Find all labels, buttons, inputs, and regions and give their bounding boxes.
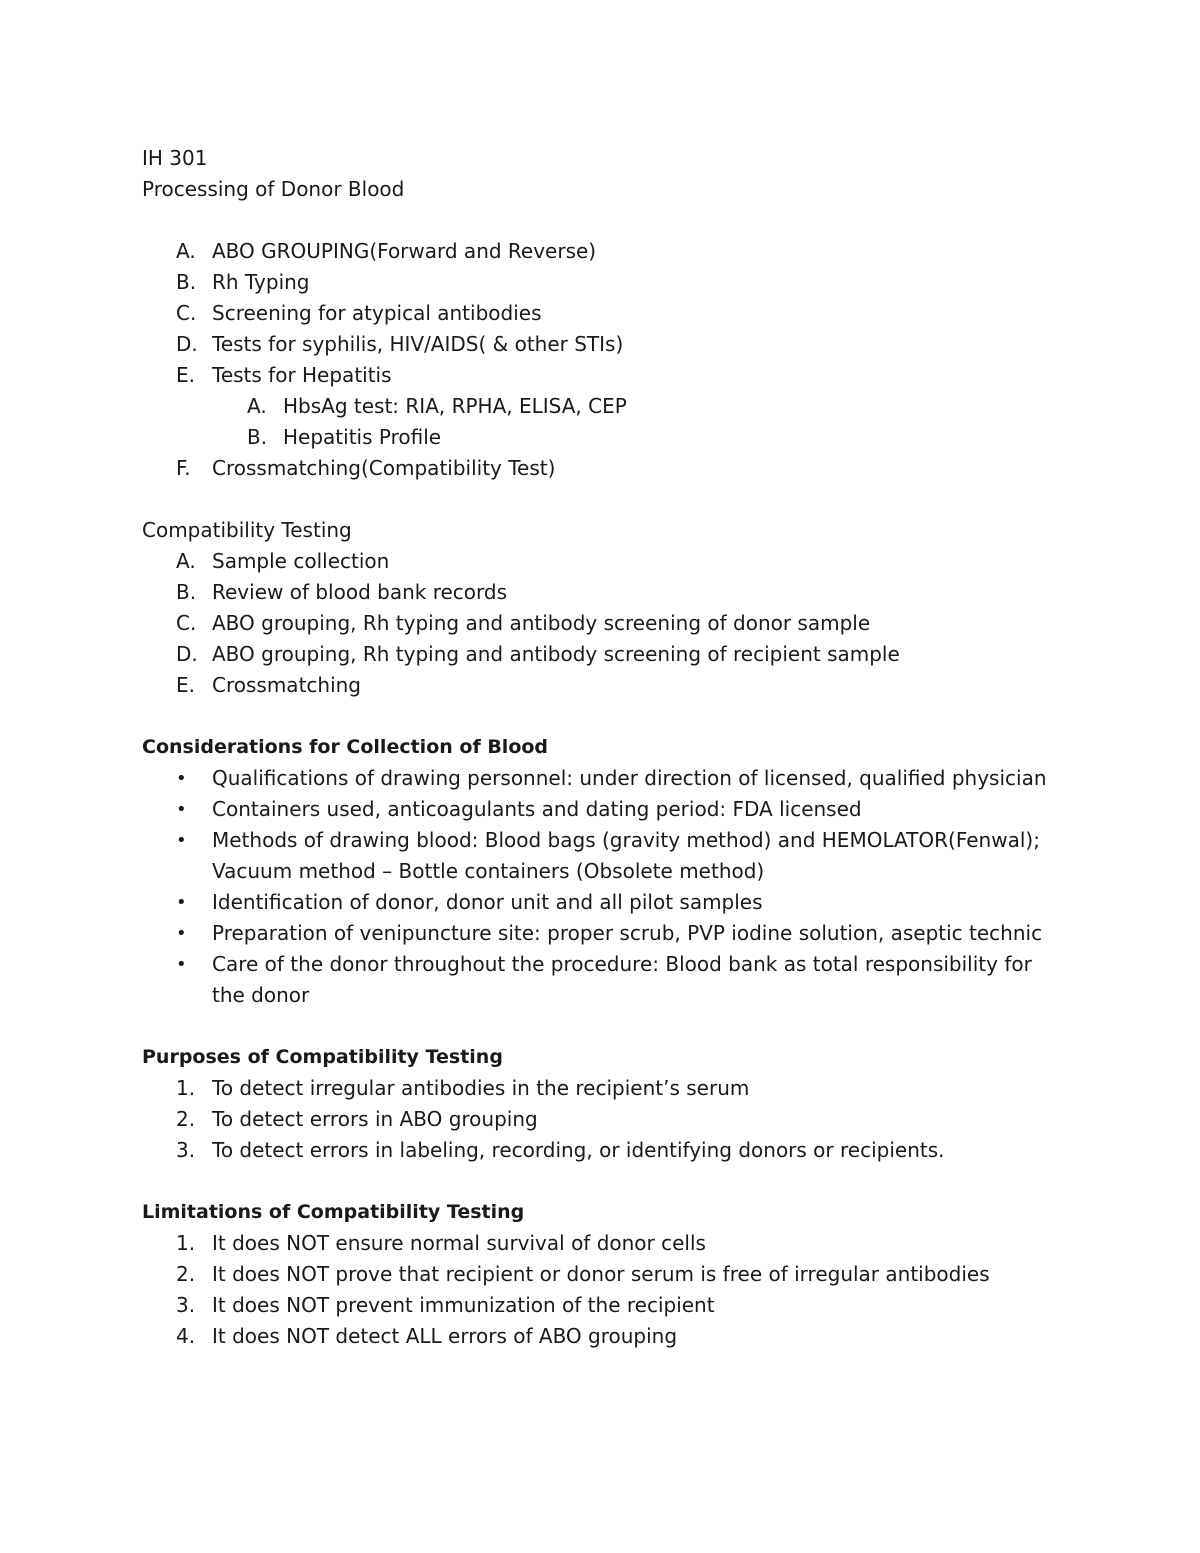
list-item — [142, 608, 1052, 639]
list-item — [142, 639, 1052, 670]
list-marker: F. — [176, 456, 191, 480]
bullet-item — [142, 918, 1052, 949]
list-item-text: It does NOT prevent immunization of the recipient — [212, 1293, 715, 1317]
section-heading: Considerations for Collection of Blood — [142, 736, 549, 758]
bullet-marker: • — [176, 954, 187, 975]
list-item-text: It does NOT detect ALL errors of ABO grouping — [212, 1324, 678, 1348]
list-item-text: Identification of donor, donor unit and all pilot samples — [212, 890, 763, 914]
list-item-text: Preparation of venipuncture site: proper scrub, PVP iodine solution, aseptic technic — [212, 921, 1043, 945]
list-marker: 1. — [176, 1231, 196, 1255]
list-item — [142, 298, 1052, 329]
list-marker: 2. — [176, 1262, 196, 1286]
list-item-text: Containers used, anticoagulants and dating period: FDA licensed — [212, 797, 862, 821]
processing-list — [142, 236, 1052, 484]
list-marker: 3. — [176, 1138, 196, 1162]
document-title: Processing of Donor Blood — [142, 177, 405, 201]
list-item — [142, 1321, 1052, 1352]
list-marker: 1. — [176, 1076, 196, 1100]
bullet-marker: • — [176, 830, 187, 851]
bullet-item — [142, 763, 1052, 794]
list-item-text: Crossmatching(Compatibility Test) — [212, 456, 556, 480]
bullet-marker: • — [176, 799, 187, 820]
list-item — [142, 329, 1052, 360]
list-item — [142, 360, 1052, 391]
document-page — [142, 143, 1052, 1352]
considerations-list — [142, 763, 1052, 1011]
list-item — [142, 267, 1052, 298]
list-item — [142, 1104, 1052, 1135]
list-item-text: Rh Typing — [212, 270, 310, 294]
list-marker: E. — [176, 363, 195, 387]
list-item — [142, 1135, 1052, 1166]
sub-list-item — [142, 422, 1052, 453]
list-item-text: It does NOT ensure normal survival of donor cells — [212, 1231, 706, 1255]
list-marker: E. — [176, 673, 195, 697]
bullet-marker: • — [176, 923, 187, 944]
list-item-text: ABO GROUPING(Forward and Reverse) — [212, 239, 597, 263]
list-item-text: It does NOT prove that recipient or donor serum is free of irregular antibodies — [212, 1262, 990, 1286]
list-item-text: To detect errors in labeling, recording, or identifying donors or recipients. — [212, 1138, 945, 1162]
spacer — [142, 205, 1052, 236]
purposes-list — [142, 1073, 1052, 1166]
spacer — [142, 1011, 1052, 1042]
list-item — [142, 1073, 1052, 1104]
list-item-text: To detect errors in ABO grouping — [212, 1107, 538, 1131]
list-item — [142, 236, 1052, 267]
list-item-text: Sample collection — [212, 549, 390, 573]
list-marker: 3. — [176, 1293, 196, 1317]
list-item-text: Qualifications of drawing personnel: under direction of licensed, qualified physician — [212, 766, 1047, 790]
spacer — [142, 484, 1052, 515]
list-item-text: Methods of drawing blood: Blood bags (gravity method) and HEMOLATOR(Fenwal); Vacuum method – Bottle containers (Obsolete method) — [212, 828, 1040, 883]
limitations-list — [142, 1228, 1052, 1352]
course-code: IH 301 — [142, 146, 208, 170]
list-marker: C. — [176, 301, 197, 325]
list-marker: A. — [176, 239, 196, 263]
list-marker: A. — [176, 549, 196, 573]
bullet-marker: • — [176, 892, 187, 913]
spacer — [142, 1166, 1052, 1197]
section-heading: Purposes of Compatibility Testing — [142, 1046, 503, 1068]
section-heading: Limitations of Compatibility Testing — [142, 1201, 525, 1223]
compatibility-list — [142, 546, 1052, 701]
list-item-text: ABO grouping, Rh typing and antibody screening of recipient sample — [212, 642, 900, 666]
list-item-text: ABO grouping, Rh typing and antibody screening of donor sample — [212, 611, 871, 635]
list-marker: B. — [247, 425, 268, 449]
list-item-text: Care of the donor throughout the procedure: Blood bank as total responsibility for the donor — [212, 952, 1032, 1007]
list-item — [142, 577, 1052, 608]
list-marker: D. — [176, 332, 198, 356]
bullet-item — [142, 949, 1052, 1011]
sub-list-item — [142, 391, 1052, 422]
list-item — [142, 1259, 1052, 1290]
list-marker: B. — [176, 270, 197, 294]
list-marker: B. — [176, 580, 197, 604]
list-item — [142, 1228, 1052, 1259]
list-marker: C. — [176, 611, 197, 635]
list-item-text: Crossmatching — [212, 673, 362, 697]
list-item — [142, 670, 1052, 701]
bullet-marker: • — [176, 768, 187, 789]
section-heading: Compatibility Testing — [142, 518, 352, 542]
list-item — [142, 1290, 1052, 1321]
list-marker: A. — [247, 394, 267, 418]
spacer — [142, 701, 1052, 732]
list-item — [142, 453, 1052, 484]
list-item-text: Screening for atypical antibodies — [212, 301, 542, 325]
list-item-text: HbsAg test: RIA, RPHA, ELISA, CEP — [283, 394, 627, 418]
list-item-text: To detect irregular antibodies in the recipient’s serum — [212, 1076, 750, 1100]
bullet-item — [142, 887, 1052, 918]
list-item-text: Review of blood bank records — [212, 580, 507, 604]
list-item — [142, 546, 1052, 577]
bullet-item — [142, 825, 1052, 887]
list-item-text: Hepatitis Profile — [283, 425, 442, 449]
list-item-text: Tests for Hepatitis — [212, 363, 392, 387]
list-marker: 2. — [176, 1107, 196, 1131]
list-item-text: Tests for syphilis, HIV/AIDS( & other STIs) — [212, 332, 624, 356]
bullet-item — [142, 794, 1052, 825]
list-marker: D. — [176, 642, 198, 666]
list-marker: 4. — [176, 1324, 196, 1348]
